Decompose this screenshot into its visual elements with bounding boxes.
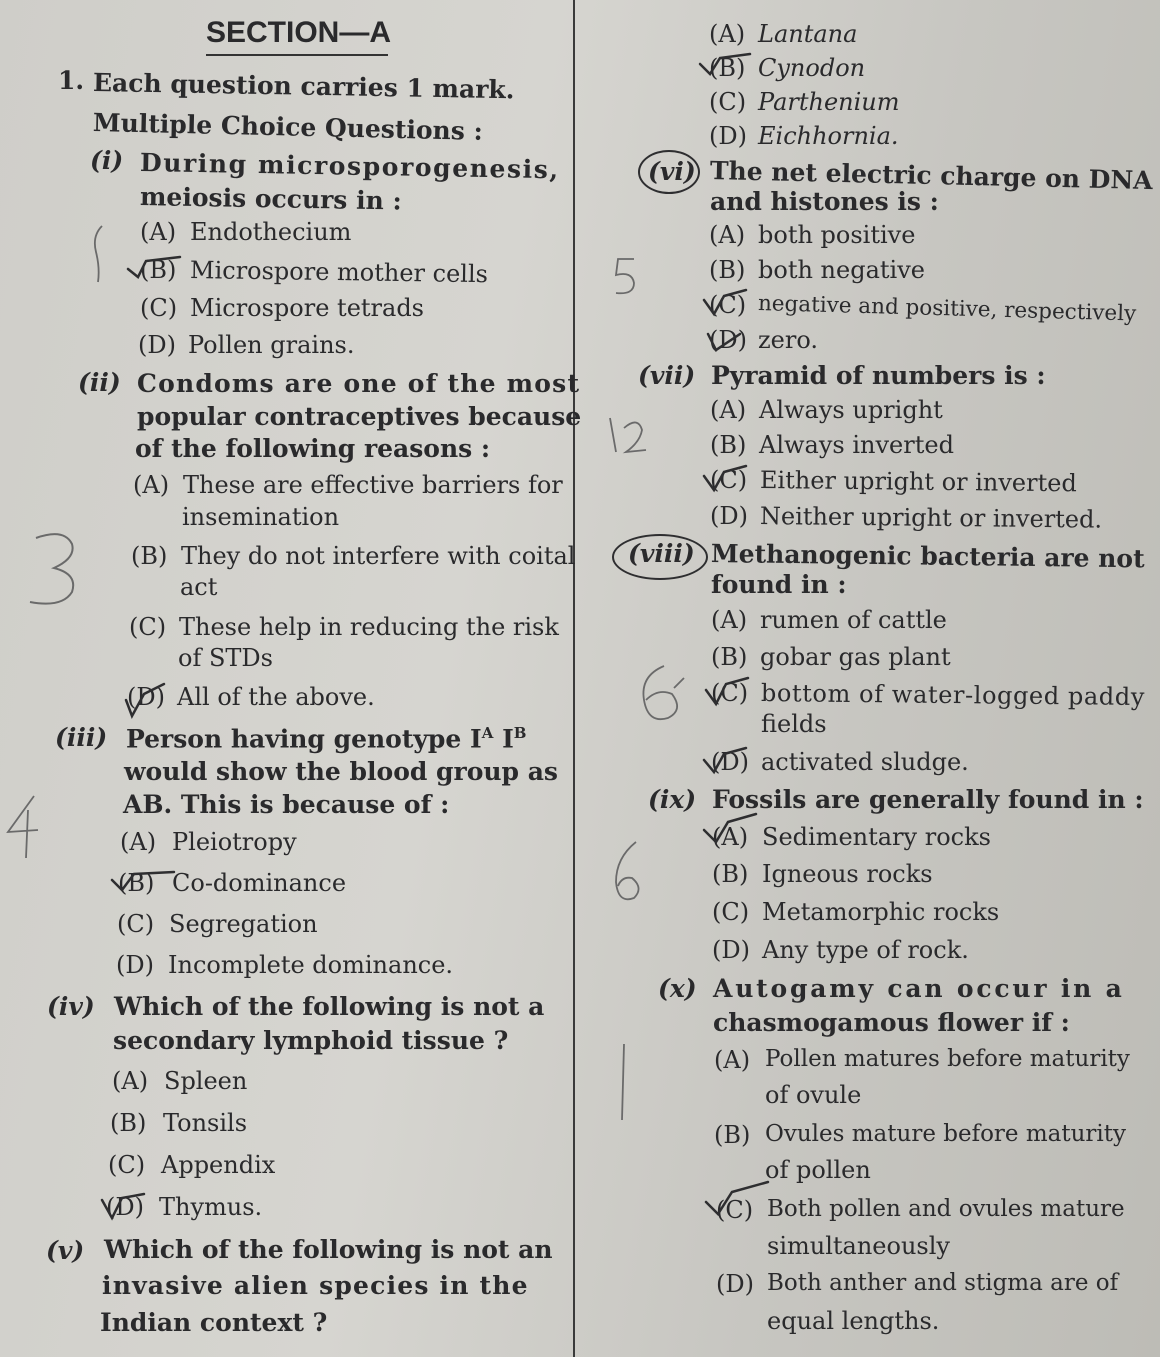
genotype-superscript-b: B bbox=[513, 724, 527, 742]
question-text-line: of the following reasons : bbox=[135, 434, 491, 463]
option-label: (B) bbox=[711, 643, 748, 671]
tick-mark bbox=[120, 680, 170, 720]
option-text: Both pollen and ovules mature bbox=[767, 1196, 1125, 1222]
option-text: Both anther and stigma are of bbox=[767, 1270, 1119, 1296]
option-text: both positive bbox=[758, 221, 916, 249]
option-label: (D) bbox=[716, 1270, 754, 1298]
option-text: Either upright or inverted bbox=[759, 466, 1077, 498]
option-label: (D) bbox=[138, 331, 176, 359]
option-text: Spleen bbox=[164, 1067, 248, 1095]
tick-mark bbox=[124, 255, 184, 284]
question-text-line: Which of the following is not an bbox=[104, 1235, 553, 1264]
option-label: (D) bbox=[712, 936, 750, 964]
question-text-line: Autogamy can occur in a bbox=[713, 974, 1125, 1003]
tick-mark bbox=[700, 464, 750, 496]
option-label: (C) bbox=[710, 466, 748, 494]
pencil-digit-3 bbox=[22, 528, 82, 612]
option-text: zero. bbox=[758, 326, 818, 354]
section-underline bbox=[206, 54, 388, 56]
option-text: Microspore mother cells bbox=[189, 256, 489, 289]
question-text-line: Pyramid of numbers is : bbox=[711, 361, 1046, 390]
question-number: (vi) bbox=[648, 157, 696, 186]
option-label: (B) bbox=[709, 54, 746, 82]
option-text: Incomplete dominance. bbox=[168, 951, 454, 979]
question-text-line: would show the blood group as bbox=[124, 757, 559, 786]
question-number: (vii) bbox=[638, 361, 696, 390]
tick-mark bbox=[702, 676, 752, 710]
tick-mark bbox=[98, 1192, 148, 1224]
option-label: (B) bbox=[140, 256, 177, 284]
option-label: (A) bbox=[709, 20, 746, 48]
option-text: All of the above. bbox=[177, 683, 375, 711]
instruction-line1: Each question carries 1 mark. bbox=[92, 68, 515, 105]
question-number: (viii) bbox=[628, 539, 695, 568]
genotype-text: Person having genotype I bbox=[126, 724, 482, 754]
question-number: (i) bbox=[90, 146, 124, 175]
option-text: They do not interfere with coital bbox=[181, 542, 576, 570]
option-label: (C) bbox=[711, 679, 749, 707]
question-text-line: Indian context ? bbox=[100, 1308, 328, 1337]
option-text: bottom of water-logged paddy bbox=[760, 679, 1146, 712]
option-text: Any type of rock. bbox=[762, 936, 969, 964]
option-label: (A) bbox=[712, 823, 749, 851]
option-label: (B) bbox=[709, 256, 746, 284]
option-text: Cynodon bbox=[758, 54, 866, 82]
option-text: These help in reducing the risk bbox=[179, 613, 559, 641]
question-text-line: Condoms are one of the most bbox=[137, 369, 581, 398]
pencil-digit-4 bbox=[4, 792, 44, 864]
option-label: (B) bbox=[110, 1109, 147, 1137]
genotype-i: I bbox=[502, 724, 514, 754]
question-number: (v) bbox=[46, 1236, 85, 1265]
question-number: (iv) bbox=[47, 992, 95, 1021]
option-label: (D) bbox=[709, 122, 747, 150]
option-text: fields bbox=[761, 710, 827, 738]
option-text: Tonsils bbox=[163, 1109, 248, 1137]
option-label: (D) bbox=[127, 683, 165, 711]
option-text: equal lengths. bbox=[767, 1307, 940, 1335]
option-text: Pollen matures before maturity bbox=[765, 1046, 1130, 1072]
option-text: simultaneously bbox=[767, 1232, 950, 1260]
option-label: (B) bbox=[710, 431, 747, 459]
tick-mark bbox=[700, 812, 760, 846]
option-label: (A) bbox=[709, 221, 746, 249]
option-text: negative and positive, respectively bbox=[757, 291, 1137, 327]
question-text-line: chasmogamous flower if : bbox=[713, 1008, 1070, 1037]
pencil-digit-6 bbox=[608, 838, 648, 908]
option-text: activated sludge. bbox=[761, 748, 969, 776]
tick-mark bbox=[700, 746, 750, 778]
option-label: (C) bbox=[712, 898, 750, 926]
option-label: (D) bbox=[710, 502, 748, 530]
question-text-line: During microsporogenesis, bbox=[139, 148, 561, 185]
option-label: (B) bbox=[118, 869, 155, 897]
option-text: Always upright bbox=[759, 396, 943, 424]
option-label: (A) bbox=[710, 396, 747, 424]
pencil-digit-5 bbox=[610, 255, 640, 299]
option-label: (D) bbox=[711, 748, 749, 776]
option-text: of pollen bbox=[765, 1156, 871, 1184]
option-text: insemination bbox=[182, 503, 340, 531]
option-label: (D) bbox=[106, 1193, 144, 1221]
tick-mark bbox=[702, 1180, 772, 1218]
genotype-superscript-a: A bbox=[481, 724, 494, 742]
question-text-line: Methanogenic bacteria are not bbox=[710, 539, 1145, 574]
option-label: (A) bbox=[133, 471, 170, 499]
section-title: SECTION—A bbox=[206, 16, 392, 49]
option-text: both negative bbox=[758, 256, 925, 284]
pencil-digit-12 bbox=[604, 412, 650, 456]
option-label: (C) bbox=[129, 613, 167, 641]
option-text: Microspore tetrads bbox=[190, 294, 424, 322]
option-text: Co-dominance bbox=[172, 869, 347, 897]
question-text-line: AB. This is because of : bbox=[123, 790, 450, 819]
option-label: (C) bbox=[140, 294, 178, 322]
question-number: (ix) bbox=[648, 785, 697, 814]
option-text: Thymus. bbox=[159, 1193, 263, 1221]
question-text-line: popular contraceptives because bbox=[137, 402, 582, 431]
option-text: Endothecium bbox=[190, 218, 352, 246]
option-text: Igneous rocks bbox=[762, 860, 933, 888]
option-text: Always inverted bbox=[759, 431, 954, 459]
option-text: act bbox=[180, 573, 218, 601]
question-text-line: Which of the following is not a bbox=[114, 992, 545, 1021]
option-label: (C) bbox=[709, 291, 747, 319]
option-label: (A) bbox=[112, 1067, 149, 1095]
pencil-digit-1 bbox=[612, 1040, 632, 1126]
question-text-line: meiosis occurs in : bbox=[139, 182, 402, 216]
option-label: (C) bbox=[709, 88, 747, 116]
column-divider bbox=[573, 0, 575, 1357]
option-text: Parthenium bbox=[758, 88, 900, 116]
option-label: (B) bbox=[131, 542, 168, 570]
question-number: (ii) bbox=[78, 368, 121, 397]
option-label: (B) bbox=[712, 860, 749, 888]
question-text-line: secondary lymphoid tissue ? bbox=[113, 1026, 509, 1055]
option-label: (A) bbox=[711, 606, 748, 634]
option-text: Segregation bbox=[169, 910, 318, 938]
option-text: Neither upright or inverted. bbox=[759, 502, 1103, 534]
option-label: (D) bbox=[116, 951, 154, 979]
option-text: gobar gas plant bbox=[760, 643, 951, 671]
question-text-line: and histones is : bbox=[710, 187, 939, 216]
option-label: (B) bbox=[714, 1121, 751, 1149]
option-text: These are effective barriers for bbox=[183, 471, 563, 499]
ink-circle bbox=[612, 534, 708, 580]
option-text: Pollen grains. bbox=[188, 331, 355, 359]
option-label: (A) bbox=[120, 828, 157, 856]
option-text: of STDs bbox=[178, 644, 273, 672]
question-text-line: invasive alien species in the bbox=[102, 1271, 529, 1300]
option-label: (D) bbox=[709, 326, 747, 354]
tick-mark bbox=[108, 869, 178, 897]
option-label: (C) bbox=[716, 1196, 754, 1224]
option-label: (A) bbox=[714, 1046, 751, 1074]
question-text-line: The net electric charge on DNA bbox=[709, 156, 1153, 196]
question-number: (x) bbox=[658, 974, 697, 1003]
tick-mark bbox=[694, 52, 754, 80]
pencil-bracket-mark bbox=[88, 222, 108, 286]
option-text: Metamorphic rocks bbox=[762, 898, 1000, 926]
question-text-line bbox=[126, 724, 527, 754]
option-text: Ovules mature before maturity bbox=[765, 1121, 1127, 1147]
instruction-line2: Multiple Choice Questions : bbox=[92, 108, 484, 146]
instruction-number: 1. bbox=[58, 66, 85, 95]
option-text: Sedimentary rocks bbox=[762, 823, 991, 851]
option-label: (C) bbox=[108, 1151, 146, 1179]
option-text: Eichhornia. bbox=[758, 122, 899, 150]
question-text-line: found in : bbox=[711, 570, 847, 599]
option-text: rumen of cattle bbox=[760, 606, 947, 634]
option-label: (A) bbox=[140, 218, 177, 246]
pencil-digit-8 bbox=[634, 660, 688, 730]
question-text-line: Fossils are generally found in : bbox=[712, 785, 1144, 814]
option-text: Lantana bbox=[758, 20, 858, 48]
question-number: (iii) bbox=[55, 723, 108, 752]
option-text: of ovule bbox=[765, 1081, 862, 1109]
ink-circle bbox=[638, 150, 700, 194]
tick-mark bbox=[700, 288, 750, 318]
tick-mark bbox=[704, 330, 744, 354]
option-label: (C) bbox=[117, 910, 155, 938]
option-text: Pleiotropy bbox=[172, 828, 297, 856]
option-text: Appendix bbox=[161, 1151, 276, 1179]
